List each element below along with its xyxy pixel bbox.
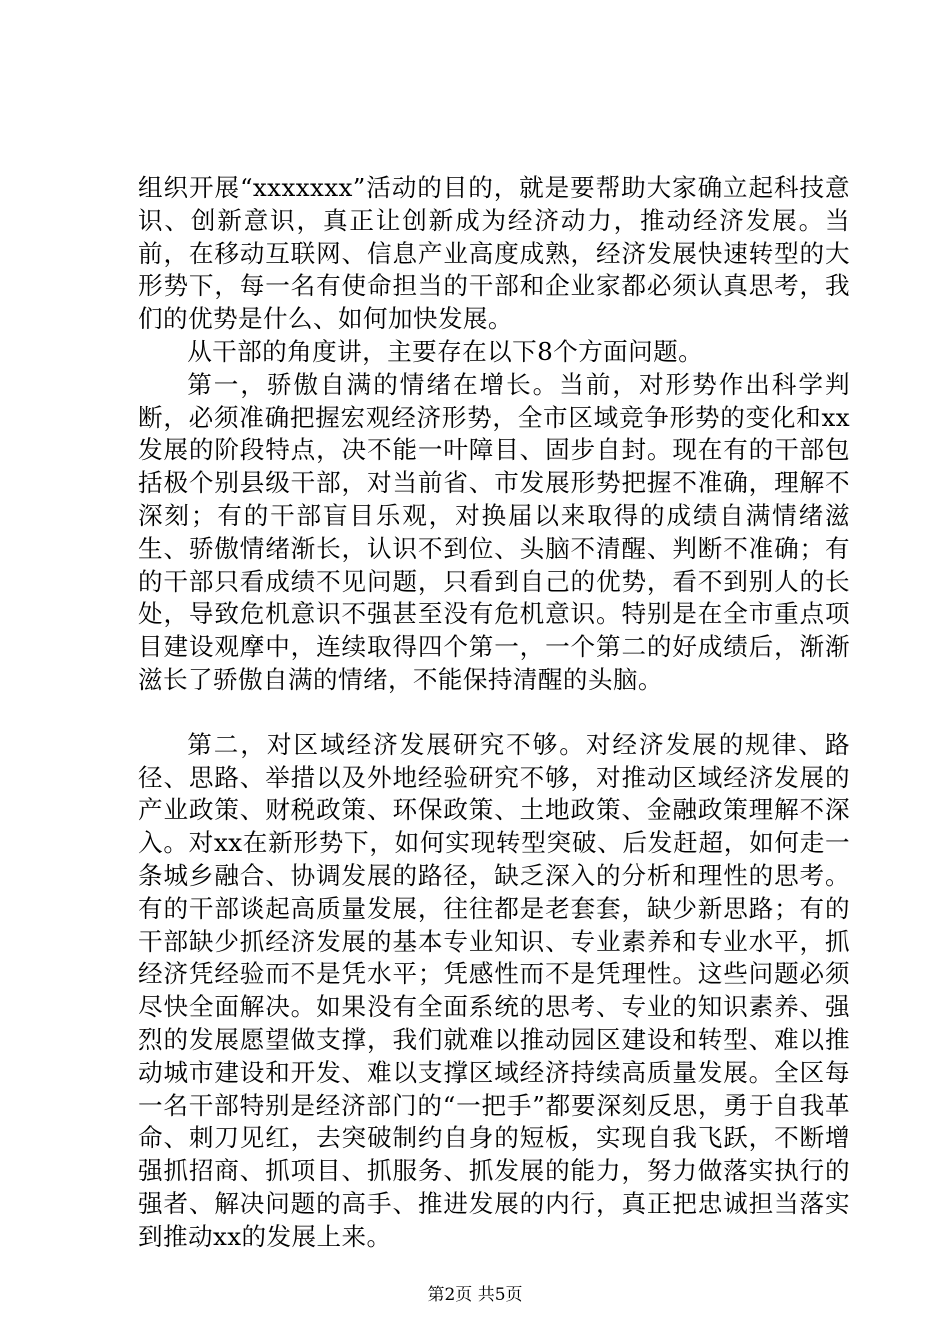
paragraph-point-two: 第二，对区域经济发展研究不够。对经济发展的规律、路径、思路、举措以及外地经验研究不够，对推动区域经济发展的产业政策、财税政策、环保政策、土地政策、金融政策理解不深入。对xx在新形势下，如何实现转型突破、后发赶超，如何走一条城乡融合、协调发展的路径，缺乏深入的分析和理性的思考。有的干部谈起高质量发展，往往都是老套套，缺少新思路；有的干部缺少抓经济发展的基本专业知识、专业素养和专业水平，抓经济凭经验而不是凭水平；凭感性而不是凭理性。这些问题必须尽快全面解决。如果没有全面系统的思考、专业的知识素养、强烈的发展愿望做支撑，我们就难以推动园区建设和转型、难以推动城市建设和开发、难以支撑区域经济持续高质量发展。全区每一名干部特别是经济部门的“一把手”都要深刻反思，勇于自我革命、刺刀见红，去突破制约自身的短板，实现自我飞跃，不断增强抓招商、抓项目、抓服务、抓发展的能力，努力做落实执行的强者、解决问题的高手、推进发展的内行，真正把忠诚担当落实到推动xx的发展上来。: [138, 729, 850, 1251]
page-footer: 第2页 共5页: [427, 1285, 523, 1305]
paragraph-point-one: 第一，骄傲自满的情绪在增长。当前，对形势作出科学判断，必须准确把握宏观经济形势，全市区域竞争形势的变化和xx发展的阶段特点，决不能一叶障目、固步自封。现在有的干部包括极个别县级干部，对当前省、市发展形势把握不准确，理解不深刻；有的干部盲目乐观，对换届以来取得的成绩自满情绪滋生、骄傲情绪渐长，认识不到位、头脑不清醒、判断不准确；有的干部只看成绩不见问题，只看到自己的优势，看不到别人的长处，导致危机意识不强甚至没有危机意识。特别是在全市重点项目建设观摩中，连续取得四个第一，一个第二的好成绩后，渐渐滋长了骄傲自满的情绪，不能保持清醒的头脑。: [138, 369, 850, 694]
paragraph-problems-lead: 从干部的角度讲，主要存在以下8个方面问题。: [187, 336, 704, 366]
document-body: [138, 172, 850, 1254]
paragraph-gap: [138, 697, 850, 729]
paragraph-intro: 组织开展“xxxxxxx”活动的目的，就是要帮助大家确立起科技意识、创新意识，真正让创新成为经济动力，推动经济发展。当前，在移动互联网、信息产业高度成熟，经济发展快速转型的大形势下，每一名有使命担当的干部和企业家都必须认真思考，我们的优势是什么、如何加快发展。: [138, 173, 850, 334]
